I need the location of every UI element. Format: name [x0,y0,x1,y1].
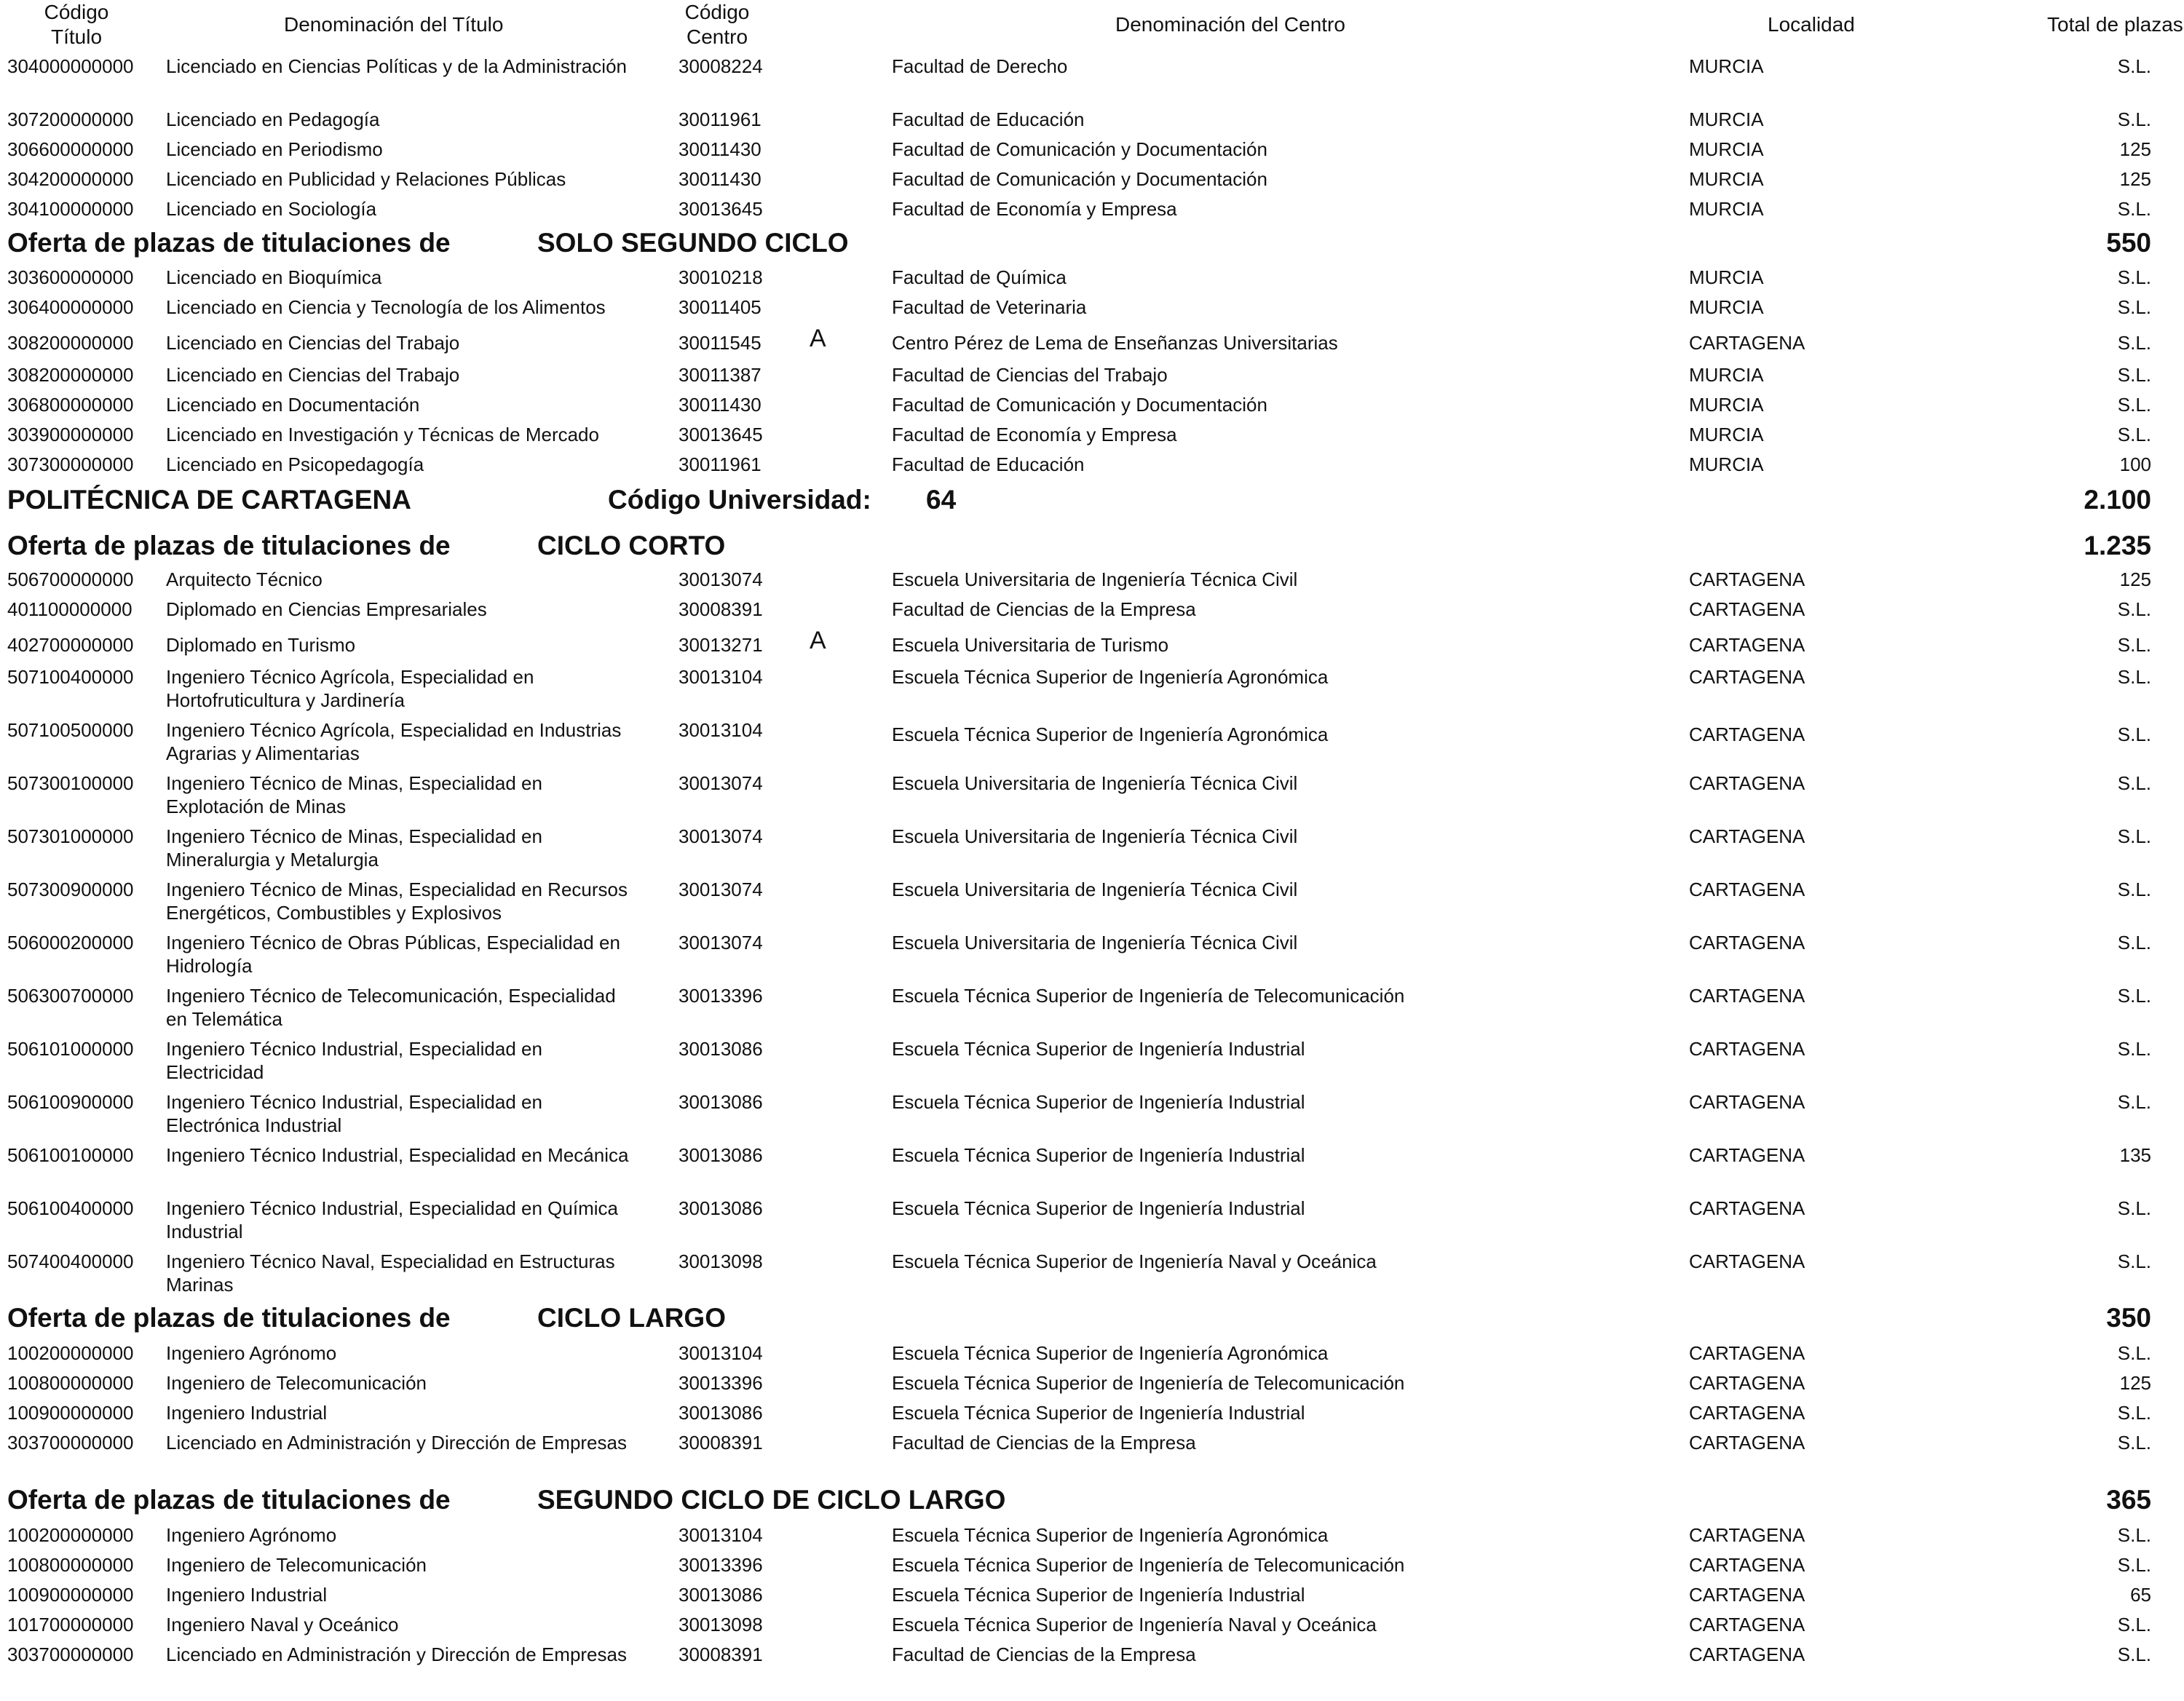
codigo-titulo-cell: 307300000000 [7,453,134,475]
table-row [0,878,2184,936]
total-plazas-cell: S.L. [2117,1524,2151,1546]
codigo-titulo-cell: 507100500000 [7,719,134,741]
localidad-cell: CARTAGENA [1689,598,1805,620]
header-total-plazas: Total de plazas [2047,13,2183,36]
section-label: Oferta de plazas de titulaciones de [7,1303,451,1333]
denominacion-titulo-cell: Diplomado en Ciencias Empresariales [166,598,487,620]
total-plazas-cell: 65 [2130,1584,2151,1606]
university-heading [0,484,2184,516]
denominacion-centro-cell: Escuela Universitaria de Ingeniería Técnica Civil [892,568,1298,590]
denominacion-centro-cell: Facultad de Educación [892,108,1085,130]
localidad-cell: CARTAGENA [1689,1643,1805,1665]
localidad-cell: CARTAGENA [1689,1197,1805,1219]
codigo-titulo-cell: 100800000000 [7,1372,134,1394]
denominacion-titulo-cell: Licenciado en Investigación y Técnicas de Mercado [166,424,599,445]
codigo-titulo-cell: 100200000000 [7,1342,134,1364]
table-row [0,1037,2184,1095]
denominacion-centro-cell: Escuela Técnica Superior de Ingeniería Industrial [892,1038,1305,1060]
total-plazas-cell: S.L. [2117,198,2151,220]
total-plazas-cell: S.L. [2117,394,2151,416]
university-name: POLITÉCNICA DE CARTAGENA [7,485,411,515]
codigo-centro-cell: 30011430 [678,168,761,190]
denominacion-titulo-cell: Ingeniero Agrónomo [166,1342,337,1364]
total-plazas-cell: 100 [2119,453,2151,475]
codigo-titulo-cell: 304000000000 [7,55,134,77]
total-plazas-cell: S.L. [2117,364,2151,386]
denominacion-centro-cell: Escuela Técnica Superior de Ingeniería Industrial [892,1144,1305,1166]
localidad-cell: MURCIA [1689,394,1764,416]
codigo-centro-cell: 30013098 [678,1250,763,1272]
denominacion-titulo-cell: Diplomado en Turismo [166,634,356,656]
table-row [0,1250,2184,1308]
codigo-centro-cell: 30011961 [678,453,761,475]
table-row [0,825,2184,883]
header-codigo-titulo [22,0,131,49]
codigo-centro-cell: 30013645 [678,424,763,445]
table-row [0,718,2184,777]
codigo-centro-cell: 30011405 [678,296,761,318]
total-plazas-cell: S.L. [2117,55,2151,77]
codigo-titulo-cell: 507300100000 [7,772,134,794]
codigo-centro-cell: 30011545 [678,332,761,354]
table-row [0,1643,2184,1701]
table-row [0,55,2184,113]
denominacion-centro-cell: Facultad de Ciencias de la Empresa [892,1643,1196,1665]
section-heading-solo-segundo-ciclo [0,227,2184,259]
denominacion-centro-cell: Facultad de Veterinaria [892,296,1087,318]
total-plazas-cell: S.L. [2117,598,2151,620]
codigo-centro-cell: 30013271 [678,634,763,656]
denominacion-titulo-cell: Ingeniero Naval y Oceánico [166,1614,399,1635]
codigo-titulo-cell: 304100000000 [7,198,134,220]
section-total: 350 [2106,1303,2151,1333]
codigo-titulo-cell: 506101000000 [7,1038,134,1060]
section-type: CICLO LARGO [537,1303,726,1333]
codigo-titulo-cell: 307200000000 [7,108,134,130]
total-plazas-cell: S.L. [2117,879,2151,900]
localidad-cell: CARTAGENA [1689,1038,1805,1060]
codigo-centro-cell: 30013074 [678,772,763,794]
denominacion-centro-cell: Escuela Técnica Superior de Ingeniería Industrial [892,1197,1305,1219]
denominacion-centro-cell: Facultad de Comunicación y Documentación [892,168,1267,190]
localidad-cell: CARTAGENA [1689,332,1805,354]
codigo-centro-cell: 30013086 [678,1402,763,1424]
codigo-centro-cell: 30013074 [678,568,763,590]
total-plazas-cell: S.L. [2117,1250,2151,1272]
localidad-cell: CARTAGENA [1689,1250,1805,1272]
localidad-cell: CARTAGENA [1689,1584,1805,1606]
denominacion-centro-cell: Facultad de Ciencias del Trabajo [892,364,1168,386]
codigo-centro-cell: 30013098 [678,1614,763,1635]
header-codigo-centro [666,0,768,49]
codigo-centro-cell: 30013086 [678,1197,763,1219]
total-plazas-cell: S.L. [2117,666,2151,688]
localidad-cell: MURCIA [1689,198,1764,220]
section-total: 1.235 [2084,531,2151,560]
denominacion-centro-cell: Escuela Técnica Superior de Ingeniería de Telecomunicación [892,1554,1405,1576]
localidad-cell: CARTAGENA [1689,1091,1805,1113]
denominacion-centro-cell: Facultad de Comunicación y Documentación [892,394,1267,416]
denominacion-titulo-cell: Licenciado en Pedagogía [166,108,380,130]
codigo-titulo-cell: 507100400000 [7,666,134,688]
section-label: Oferta de plazas de titulaciones de [7,228,451,258]
total-plazas-cell: S.L. [2117,424,2151,445]
total-plazas-cell: S.L. [2117,1432,2151,1454]
table-row [0,665,2184,723]
codigo-centro-cell: 30013074 [678,932,763,953]
total-plazas-cell: S.L. [2117,1554,2151,1576]
codigo-centro-cell: 30013086 [678,1584,763,1606]
codigo-centro-cell: 30008391 [678,598,763,620]
localidad-cell: CARTAGENA [1689,666,1805,688]
denominacion-centro-cell: Facultad de Ciencias de la Empresa [892,1432,1196,1454]
total-plazas-cell: 135 [2119,1144,2151,1166]
total-plazas-cell: S.L. [2117,985,2151,1007]
section-type: SEGUNDO CICLO DE CICLO LARGO [537,1485,1006,1515]
codigo-centro-cell: 30013396 [678,1554,763,1576]
denominacion-centro-cell: Facultad de Comunicación y Documentación [892,138,1267,160]
denominacion-titulo-cell: Licenciado en Periodismo [166,138,383,160]
section-heading-ciclo-largo [0,1302,2184,1334]
codigo-titulo-cell: 303900000000 [7,424,134,445]
total-plazas-cell: S.L. [2117,1643,2151,1665]
codigo-centro-cell: 30008391 [678,1643,763,1665]
codigo-titulo-cell: 402700000000 [7,634,134,656]
localidad-cell: MURCIA [1689,424,1764,445]
codigo-titulo-cell: 303600000000 [7,266,134,288]
codigo-titulo-cell: 308200000000 [7,364,134,386]
localidad-cell: CARTAGENA [1689,1614,1805,1635]
text: Código [684,1,750,23]
codigo-titulo-cell: 506100400000 [7,1197,134,1219]
total-plazas-cell: S.L. [2117,825,2151,847]
codigo-centro-cell: 30013086 [678,1091,763,1113]
total-plazas-cell: S.L. [2117,723,2151,745]
codigo-titulo-cell: 101700000000 [7,1614,134,1635]
denominacion-centro-cell: Facultad de Economía y Empresa [892,424,1177,445]
denominacion-centro-cell: Facultad de Educación [892,453,1085,475]
denominacion-titulo-cell: Ingeniero Técnico Industrial, Especialidad en Electricidad [166,1038,542,1083]
localidad-cell: CARTAGENA [1689,772,1805,794]
denominacion-titulo-cell: Ingeniero Agrónomo [166,1524,337,1546]
denominacion-titulo-cell: Licenciado en Sociología [166,198,377,220]
total-plazas-cell: S.L. [2117,1402,2151,1424]
localidad-cell: MURCIA [1689,55,1764,77]
table-row [0,984,2184,1042]
total-plazas-cell: S.L. [2117,1614,2151,1635]
text: Centro [686,25,748,48]
localidad-cell: CARTAGENA [1689,932,1805,953]
denominacion-titulo-cell: Licenciado en Psicopedagogía [166,453,424,475]
codigo-titulo-cell: 100900000000 [7,1584,134,1606]
denominacion-titulo-cell: Licenciado en Ciencias del Trabajo [166,332,460,354]
denominacion-centro-cell: Facultad de Economía y Empresa [892,198,1177,220]
localidad-cell: CARTAGENA [1689,1144,1805,1166]
denominacion-centro-cell: Escuela Técnica Superior de Ingeniería Naval y Oceánica [892,1250,1377,1272]
codigo-centro-cell: 30013074 [678,879,763,900]
denominacion-titulo-cell: Ingeniero Técnico Agrícola, Especialidad en Hortofruticultura y Jardinería [166,666,534,711]
university-total: 2.100 [2084,485,2151,515]
denominacion-titulo-cell: Ingeniero Técnico de Minas, Especialidad en Mineralurgia y Metalurgia [166,825,542,871]
localidad-cell: CARTAGENA [1689,1342,1805,1364]
university-code: 64 [926,485,957,515]
denominacion-centro-cell: Escuela Técnica Superior de Ingeniería de Telecomunicación [892,1372,1405,1394]
table-row [0,772,2184,830]
localidad-cell: CARTAGENA [1689,825,1805,847]
codigo-titulo-cell: 100800000000 [7,1554,134,1576]
denominacion-titulo-cell: Ingeniero Técnico Industrial, Especialidad en Electrónica Industrial [166,1091,542,1136]
total-plazas-cell: 125 [2119,568,2151,590]
codigo-titulo-cell: 506000200000 [7,932,134,953]
codigo-titulo-cell: 100900000000 [7,1402,134,1424]
localidad-cell: CARTAGENA [1689,985,1805,1007]
codigo-titulo-cell: 308200000000 [7,332,134,354]
total-plazas-cell: S.L. [2117,266,2151,288]
denominacion-centro-cell: Facultad de Ciencias de la Empresa [892,598,1196,620]
denominacion-titulo-cell: Licenciado en Documentación [166,394,420,416]
codigo-centro-cell: 30011430 [678,394,761,416]
section-label: Oferta de plazas de titulaciones de [7,531,451,560]
total-plazas-cell: 125 [2119,138,2151,160]
codigo-centro-cell: 30013104 [678,1524,763,1546]
denominacion-centro-cell: Escuela Técnica Superior de Ingeniería Naval y Oceánica [892,1614,1377,1635]
total-plazas-cell: S.L. [2117,1038,2151,1060]
localidad-cell: CARTAGENA [1689,1554,1805,1576]
denominacion-titulo-cell: Licenciado en Publicidad y Relaciones Públicas [166,168,566,190]
codigo-centro-cell: 30008224 [678,55,763,77]
section-heading-segundo-ciclo-de-ciclo-largo [0,1484,2184,1516]
denominacion-titulo-cell: Ingeniero de Telecomunicación [166,1372,427,1394]
section-heading-ciclo-corto [0,530,2184,562]
denominacion-centro-cell: Escuela Técnica Superior de Ingeniería Agronómica [892,723,1329,745]
codigo-titulo-cell: 306400000000 [7,296,134,318]
denominacion-titulo-cell: Licenciado en Ciencias Políticas y de la Administración [166,55,628,77]
denominacion-centro-cell: Escuela Técnica Superior de Ingeniería Industrial [892,1584,1305,1606]
denominacion-titulo-cell: Licenciado en Ciencia y Tecnología de los Alimentos [166,296,606,318]
total-plazas-cell: S.L. [2117,1197,2151,1219]
codigo-titulo-cell: 306800000000 [7,394,134,416]
localidad-cell: CARTAGENA [1689,723,1805,745]
codigo-centro-cell: 30011961 [678,108,761,130]
denominacion-centro-cell: Escuela Técnica Superior de Ingeniería Industrial [892,1091,1305,1113]
codigo-titulo-cell: 303700000000 [7,1643,134,1665]
codigo-centro-cell: 30011387 [678,364,761,386]
denominacion-centro-cell: Escuela Técnica Superior de Ingeniería de Telecomunicación [892,985,1405,1007]
denominacion-titulo-cell: Ingeniero Técnico Industrial, Especialidad en Mecánica [166,1144,629,1166]
codigo-centro-cell: 30013104 [678,719,763,741]
table-row [0,931,2184,989]
section-label: Oferta de plazas de titulaciones de [7,1485,451,1515]
total-plazas-cell: S.L. [2117,634,2151,656]
denominacion-titulo-cell: Ingeniero Técnico de Minas, Especialidad en Explotación de Minas [166,772,542,817]
total-plazas-cell: 125 [2119,1372,2151,1394]
denominacion-centro-cell: Escuela Universitaria de Ingeniería Técnica Civil [892,879,1298,900]
header-denominacion-titulo: Denominación del Título [284,13,504,36]
codigo-centro-cell: 30013086 [678,1038,763,1060]
denominacion-centro-cell: Facultad de Química [892,266,1067,288]
localidad-cell: MURCIA [1689,138,1764,160]
localidad-cell: CARTAGENA [1689,634,1805,656]
denominacion-centro-cell: Escuela Técnica Superior de Ingeniería Agronómica [892,1524,1329,1546]
denominacion-titulo-cell: Arquitecto Técnico [166,568,323,590]
denominacion-titulo-cell: Ingeniero Técnico Industrial, Especialidad en Química Industrial [166,1197,618,1242]
denominacion-titulo-cell: Ingeniero Industrial [166,1402,328,1424]
localidad-cell: CARTAGENA [1689,1372,1805,1394]
localidad-cell: CARTAGENA [1689,1524,1805,1546]
denominacion-titulo-cell: Ingeniero Técnico de Telecomunicación, Especialidad en Telemática [166,985,616,1030]
header-localidad: Localidad [1768,13,1855,36]
codigo-titulo-cell: 506700000000 [7,568,134,590]
codigo-centro-cell: 30010218 [678,266,763,288]
total-plazas-cell: S.L. [2117,1342,2151,1364]
table-row [0,1197,2184,1255]
localidad-cell: MURCIA [1689,168,1764,190]
flag-a: A [810,325,826,352]
codigo-titulo-cell: 304200000000 [7,168,134,190]
localidad-cell: MURCIA [1689,266,1764,288]
codigo-centro-cell: 30013086 [678,1144,763,1166]
codigo-titulo-cell: 303700000000 [7,1432,134,1454]
denominacion-titulo-cell: Ingeniero Industrial [166,1584,328,1606]
denominacion-titulo-cell: Licenciado en Bioquímica [166,266,382,288]
total-plazas-cell: S.L. [2117,1091,2151,1113]
codigo-centro-cell: 30013396 [678,985,763,1007]
denominacion-titulo-cell: Ingeniero Técnico de Obras Públicas, Especialidad en Hidrología [166,932,620,977]
denominacion-titulo-cell: Ingeniero Técnico Agrícola, Especialidad en Industrias Agrarias y Alimentarias [166,719,622,764]
denominacion-centro-cell: Facultad de Derecho [892,55,1068,77]
denominacion-centro-cell: Escuela Técnica Superior de Ingeniería Agronómica [892,1342,1329,1364]
localidad-cell: MURCIA [1689,296,1764,318]
codigo-centro-cell: 30013074 [678,825,763,847]
denominacion-centro-cell: Centro Pérez de Lema de Enseñanzas Universitarias [892,332,1338,354]
total-plazas-cell: S.L. [2117,108,2151,130]
localidad-cell: CARTAGENA [1689,568,1805,590]
localidad-cell: MURCIA [1689,364,1764,386]
denominacion-centro-cell: Escuela Universitaria de Ingeniería Técnica Civil [892,825,1298,847]
total-plazas-cell: S.L. [2117,772,2151,794]
table-row [0,1143,2184,1202]
total-plazas-cell: S.L. [2117,332,2151,354]
section-total: 365 [2106,1485,2151,1515]
flag-a: A [810,627,826,654]
codigo-titulo-cell: 306600000000 [7,138,134,160]
denominacion-titulo-cell: Ingeniero de Telecomunicación [166,1554,427,1576]
codigo-titulo-cell: 507301000000 [7,825,134,847]
university-code-label: Código Universidad: [608,485,871,515]
header-denominacion-centro: Denominación del Centro [1115,13,1345,36]
codigo-titulo-cell: 506100900000 [7,1091,134,1113]
codigo-titulo-cell: 507400400000 [7,1250,134,1272]
table-row [0,1431,2184,1489]
codigo-titulo-cell: 507300900000 [7,879,134,900]
denominacion-centro-cell: Escuela Técnica Superior de Ingeniería Agronómica [892,666,1329,688]
denominacion-titulo-cell: Licenciado en Administración y Dirección de Empresas [166,1643,627,1665]
total-plazas-cell: S.L. [2117,932,2151,953]
denominacion-centro-cell: Escuela Universitaria de Ingeniería Técnica Civil [892,932,1298,953]
codigo-centro-cell: 30013104 [678,666,763,688]
section-type: CICLO CORTO [537,531,726,560]
section-total: 550 [2106,228,2151,258]
total-plazas-cell: 125 [2119,168,2151,190]
codigo-titulo-cell: 506100100000 [7,1144,134,1166]
codigo-titulo-cell: 100200000000 [7,1524,134,1546]
localidad-cell: CARTAGENA [1689,1432,1805,1454]
localidad-cell: CARTAGENA [1689,879,1805,900]
denominacion-titulo-cell: Licenciado en Ciencias del Trabajo [166,364,460,386]
table-row [0,1090,2184,1149]
denominacion-centro-cell: Escuela Universitaria de Turismo [892,634,1169,656]
total-plazas-cell: S.L. [2117,296,2151,318]
codigo-centro-cell: 30008391 [678,1432,763,1454]
localidad-cell: MURCIA [1689,108,1764,130]
denominacion-centro-cell: Escuela Universitaria de Ingeniería Técnica Civil [892,772,1298,794]
codigo-titulo-cell: 401100000000 [7,598,132,620]
codigo-centro-cell: 30011430 [678,138,761,160]
codigo-centro-cell: 30013104 [678,1342,763,1364]
denominacion-centro-cell: Escuela Técnica Superior de Ingeniería Industrial [892,1402,1305,1424]
text: Código [44,1,109,23]
text: Título [50,25,103,48]
denominacion-titulo-cell: Ingeniero Técnico de Minas, Especialidad en Recursos Energéticos, Combustibles y Explosivos [166,879,628,924]
codigo-titulo-cell: 506300700000 [7,985,134,1007]
localidad-cell: MURCIA [1689,453,1764,475]
localidad-cell: CARTAGENA [1689,1402,1805,1424]
denominacion-titulo-cell: Licenciado en Administración y Dirección de Empresas [166,1432,627,1454]
codigo-centro-cell: 30013645 [678,198,763,220]
codigo-centro-cell: 30013396 [678,1372,763,1394]
section-type: SOLO SEGUNDO CICLO [537,228,849,258]
denominacion-titulo-cell: Ingeniero Técnico Naval, Especialidad en Estructuras Marinas [166,1250,615,1296]
